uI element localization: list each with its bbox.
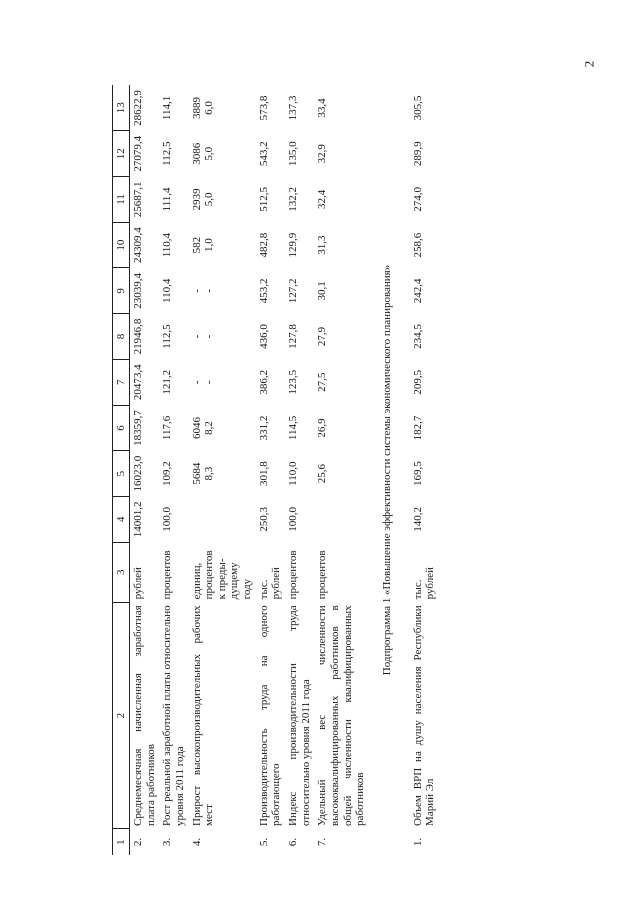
value-cell: 16023,0 [132, 455, 144, 492]
value-cell: 301,8 [257, 461, 270, 487]
unit-cell: тыс. рублей [257, 567, 283, 600]
value-cell [189, 496, 256, 542]
value-cell: 242,4 [411, 278, 424, 304]
value-cell: 20473,4 [132, 364, 144, 401]
column-number: 10 [113, 222, 130, 268]
indicator-name: Рост реальной заработной платы относительно уровня 2011 года [161, 605, 186, 826]
indicator-name: Прирост высокопроизводительных рабочих мест [190, 605, 216, 826]
value-cell: 23039,4 [132, 272, 144, 309]
value-cell: 132,2 [287, 187, 300, 212]
value-cell [314, 496, 369, 542]
value-cell: 27,9 [316, 326, 329, 347]
value-cell: 453,2 [257, 278, 270, 304]
value-cell: 32,4 [316, 189, 329, 210]
indicator-name: Среднемесячная начисленная заработная плата работников [132, 605, 157, 826]
indicator-name: Индекс производительности труда относительно уровня 2011 года [287, 605, 312, 826]
value-cell: 100,0 [287, 506, 300, 532]
value-cell: 112,5 [161, 324, 174, 349]
value-cell: 25687,1 [132, 181, 144, 218]
value-cell: 209,5 [411, 369, 424, 395]
column-number: 1 [113, 829, 130, 855]
value-cell: 6046 8,2 [190, 416, 216, 439]
page-number: 2 [581, 60, 597, 68]
value-cell: 123,5 [287, 369, 300, 395]
table-row [256, 85, 285, 855]
column-number: 3 [113, 542, 130, 602]
value-cell: 100,0 [161, 506, 174, 532]
table-row [159, 85, 188, 855]
value-cell: 114,1 [161, 95, 174, 121]
table-row [130, 85, 160, 855]
table-body [113, 85, 439, 855]
unit-cell: процентов [161, 550, 174, 600]
value-cell: 110,0 [287, 461, 300, 486]
table-row [189, 85, 256, 855]
value-cell: 582 1,0 [190, 236, 216, 254]
value-cell: 135,0 [287, 141, 300, 167]
value-cell: 2939 5,0 [190, 188, 216, 211]
row-number: 4. [190, 837, 203, 847]
column-number: 13 [113, 85, 130, 131]
value-cell: 18359,7 [132, 410, 144, 446]
value-cell: 110,4 [161, 278, 174, 303]
column-number: 8 [113, 314, 130, 360]
value-cell: 25,6 [316, 464, 329, 484]
value-cell: 258,6 [411, 232, 424, 258]
value-cell: 436,0 [257, 324, 270, 349]
table-row [285, 85, 314, 855]
row-number: 7. [316, 837, 329, 847]
rotated-table-container [112, 85, 632, 855]
value-cell: 30,1 [316, 281, 329, 301]
value-cell: 543,2 [257, 141, 270, 167]
value-cell: 127,2 [287, 278, 300, 304]
value-cell: 127,8 [287, 324, 300, 349]
value-cell: 305,5 [411, 95, 424, 121]
indicator-name: Производительность труда на одного работающего [257, 605, 283, 826]
value-cell: 182,7 [411, 415, 424, 441]
value-cell: 21946,8 [132, 318, 144, 355]
value-cell: 482,8 [257, 232, 270, 258]
value-cell: 274,0 [411, 187, 424, 212]
value-cell: 31,3 [316, 235, 329, 255]
row-number: 2. [132, 837, 144, 847]
indicator-name: Объем ВРП на душу населения Республики Марий Эл [411, 605, 437, 826]
value-cell: 3889 6,0 [190, 96, 216, 119]
value-cell: - - [190, 380, 216, 385]
indicators-table [112, 85, 439, 855]
unit-cell: тыс. рублей [411, 567, 437, 600]
value-cell: 112,5 [161, 141, 174, 166]
value-cell: 140,2 [411, 506, 424, 532]
unit-cell: единиц, процентов к преды-дущему году [190, 550, 254, 600]
value-cell: 27079,4 [132, 135, 144, 172]
value-cell: 250,3 [257, 506, 270, 532]
value-cell: 386,2 [257, 369, 270, 395]
value-cell: 5684 8,3 [190, 462, 216, 485]
value-cell: 121,2 [161, 369, 174, 395]
column-number: 12 [113, 131, 130, 177]
row-number: 5. [257, 837, 270, 847]
value-cell: 117,6 [161, 415, 174, 441]
value-cell: 114,5 [287, 415, 300, 441]
unit-cell: рублей [132, 567, 144, 600]
column-number: 4 [113, 496, 130, 542]
table-row [410, 85, 439, 855]
value-cell: 512,5 [257, 187, 270, 212]
value-cell: 111,4 [161, 187, 174, 212]
column-number: 7 [113, 359, 130, 405]
value-cell: 573,8 [257, 95, 270, 121]
value-cell: 28622,9 [132, 90, 144, 126]
row-number: 6. [287, 837, 300, 847]
value-cell: - - [190, 334, 216, 339]
value-cell: 26,9 [316, 418, 329, 438]
value-cell: 3086 5,0 [190, 142, 216, 165]
column-number: 11 [113, 177, 130, 223]
value-cell: 331,2 [257, 415, 270, 441]
column-number: 9 [113, 268, 130, 314]
subprogram-title: Подпрограмма 1 «Повышение эффективности системы экономического планирования» [380, 264, 393, 676]
indicator-name: Удельный вес численности высококвалифицированных работников в общей численности квалифицированных работников [316, 605, 367, 826]
column-number: 6 [113, 405, 130, 451]
subprogram-row [369, 85, 410, 855]
value-cell: 27,5 [316, 372, 329, 392]
value-cell: 109,2 [161, 461, 174, 487]
unit-cell: процентов [316, 550, 329, 600]
value-cell: - - [190, 288, 216, 293]
value-cell: 33,4 [316, 98, 329, 118]
header-row [113, 85, 130, 855]
value-cell: 234,5 [411, 324, 424, 349]
row-number: 1. [411, 837, 424, 847]
value-cell: 169,5 [411, 461, 424, 487]
table-row [314, 85, 369, 855]
unit-cell: процентов [287, 550, 300, 600]
value-cell: 129,9 [287, 232, 300, 258]
value-cell: 137,3 [287, 95, 300, 121]
value-cell: 14001,2 [132, 501, 144, 538]
column-number: 5 [113, 451, 130, 497]
value-cell: 110,4 [161, 232, 174, 258]
column-number: 2 [113, 602, 130, 829]
value-cell: 24309,4 [132, 227, 144, 263]
value-cell: 289,9 [411, 141, 424, 167]
value-cell: 32,9 [316, 144, 329, 164]
row-number: 3. [161, 837, 174, 847]
